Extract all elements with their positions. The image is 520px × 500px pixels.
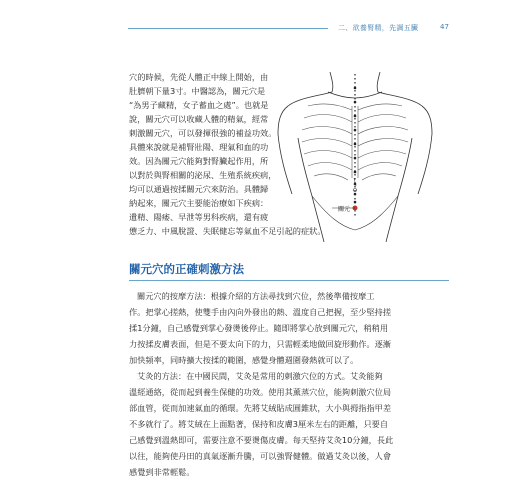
text-line: 感覺到非常輕鬆。 (129, 467, 195, 477)
text-line: 己感覺到溫熱即可，需要注意不要燙傷皮膚。每天堅持艾灸10分鐘，長此 (129, 435, 394, 445)
text-line: 部血管，從而加速氣血的循環。先將艾絨貼成圓錐狀，大小與拇指指甲差 (129, 403, 392, 413)
torso-drawing (268, 66, 444, 242)
section-heading: 關元穴的正確刺激方法 (129, 262, 244, 276)
running-header (0, 23, 520, 34)
text-line: 以對於與腎相關的泌尿、生殖系統疾病， (129, 170, 277, 180)
text-line: 作。把掌心搓熱，使雙手由內向外發出的熱、溫度自己把握，至少堅持搓 (129, 307, 392, 317)
header-rule (128, 28, 328, 29)
text-line: 力按揉皮膚表面，但是不要太向下的力，只需輕柔地做回旋形動作。逐漸 (129, 339, 392, 349)
text-line: 遺精、陽痿、早泄等男科疾病，還有疲 (129, 212, 269, 222)
text-line: 說，關元穴可以收藏人體的精氣，經常 (129, 114, 269, 124)
text-line: 艾灸的方法：在中國民間，艾灸是常用的刺激穴位的方式。艾灸能夠 (137, 371, 383, 381)
heading-rule (129, 280, 449, 281)
text-line: 納起來，關元穴主要能治療如下疾病： (129, 198, 269, 208)
text-line: 揉1分鐘，自己感覺到掌心發燙後停止。隨即將掌心放到關元穴，稍稍用 (129, 323, 389, 333)
text-line: 效。因為關元穴能夠對腎臟起作用，所 (129, 156, 269, 166)
text-line: 加快頻率，同時擴大按揉的範圍，感覺身體週圍發熱就可以了。 (129, 355, 359, 365)
text-line: 不多就行了。將艾絨在上面點著，保持和皮膚3厘米左右的距離，只要自 (129, 419, 389, 429)
page-number: 47 (440, 23, 449, 31)
body-text (129, 288, 393, 480)
text-line: 穴的時候，先從人體正中線上開始，由 (129, 72, 269, 82)
acupoint-label: 關元 (338, 206, 351, 213)
text-line: “為男子藏精，女子蓄血之處”。也就是 (129, 100, 269, 110)
text-line: 以往，能夠使丹田的真氣逐漸升騰，可以強腎健體。做過艾灸以後，人會 (129, 451, 392, 461)
text-line: 憊乏力、中風脫證、失眠健忘等氣血不足引起的症狀。 (129, 226, 326, 236)
text-line: 刺激關元穴，可以發揮很強的補益功效。 (129, 128, 277, 138)
torso-illustration (268, 66, 444, 242)
text-line: 肚臍朝下量3寸。中醫認為，關元穴是 (129, 86, 266, 96)
text-line: 溫經通絡，從而起到養生保健的功效。使用其薰蒸穴位，能夠刺激穴位局 (129, 387, 392, 397)
text-line: 關元穴的按摩方法：根據介紹的方法尋找到穴位，然後準備按摩工 (137, 291, 375, 301)
text-line: 具體來說就是補腎壯陽、理氣和血的功 (129, 142, 269, 152)
header-section-title: 二、欲養腎精，先調五臟 (338, 24, 419, 32)
text-line: 均可以通過按揉關元穴來防治。具體歸 (129, 184, 269, 194)
